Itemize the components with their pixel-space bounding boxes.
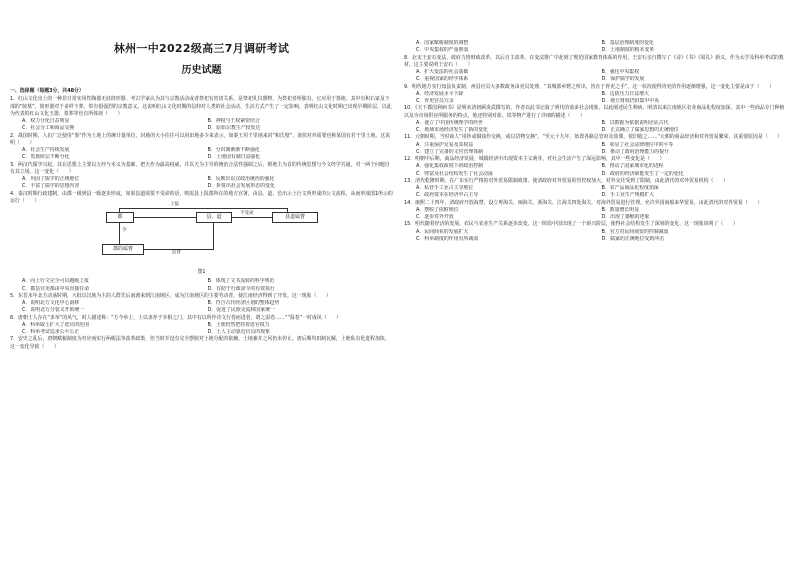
answer-option: C．胥吏官员冗余 [416,98,454,104]
answer-option: A．巩固了儒学的正统地位 [22,176,80,182]
answer-option: D．士人主动靠近官员的现象 [207,329,270,335]
answer-option: D．土地制度的根本变革 [601,47,655,54]
question-options [404,207,787,222]
answer-option: A．说明北方文化中心南移 [22,300,80,306]
answer-option: B．边防压力日益增大 [601,90,649,97]
question-stem: 9．明代地方实行知县负责制，州县官员大多数政务由吏员处理，“其城郭乡野之所出，皆在于胥吏之手”，这一状况使得胥吏的作用逐渐增强，这一变化主要是由于（ ） [404,83,775,90]
question-stem: 7．安史之乱后，唐朝赋税制度为对应而实行两税法等改革政策，但当时并没有完全摆脱对土地分配的依赖，土地兼并之风仍未停止。唐后期均田制瓦解，土地私有化进程加快，这一变化导致（ ） [10,336,390,350]
diagram-line-down [119,222,120,244]
question-options [404,91,787,106]
question-stem: 10．《天下郡国利病书》是明末清初顾炎武撰写的，作者以此书记叙了明代的诸多社会现象，以此阐述民生利病，明清以来江南地区农业商品化程度加深，其中一些商品专门种植以及为市场供应所服务的特点，他还特别对盐、铁等物产进行了详细的描述（ ） [404,105,785,119]
diagram-line-top-right [287,208,288,212]
answer-option: A．扩大变法的社会基础 [416,69,469,75]
answer-option: A．摆脱了依附地位 [416,206,459,213]
answer-option: A．向上行文完全可以越级上报 [22,278,89,285]
answer-option: A．民间商业的发展扩大 [416,228,469,235]
question-options [10,118,393,133]
answer-option: D．保护儒学的发展 [601,76,645,83]
figure-caption: 图1 [197,269,206,275]
answer-option: B．神权与王权紧密结合 [207,118,260,124]
question-stem: 13．清代乾隆时期，在广东实行严格的对外贸易限制政策，使清政府对外贸易的管控权加大，对外交往受到了限制，由此清代的对外贸易机构（ ） [404,177,729,184]
question-list-left-a [10,96,393,205]
answer-option: C．贵族阶层不断分化 [22,154,70,161]
answer-option: C．地域市场经济发生了新的变化 [416,127,488,133]
diagram-box-prefecture: 郡 [106,212,134,223]
question-stem: 3．两汉代儒学兴起，其在思想上主要以五经与本义为基础，把天作为最高权威，并以天为主导的统治合法性强调之后，则地主为首的传统思想与今文经学共通，对一两个问题自有其立场。这一变化（ ） [10,161,390,175]
diagram-label-report: 上报 [170,202,179,207]
answer-option: A．注重保护交易及其权益 [416,141,474,148]
answer-option: A．国家赋税制度的调整 [416,40,469,46]
answer-option: C．社会分工和商品交换 [22,125,75,132]
answer-option: D．推动了政府治理能力的提升 [601,148,669,155]
answer-option: D．有助于行政命令的有效执行 [207,285,275,292]
question-options [404,163,787,178]
answer-option: C．建立了完备的文官管理体制 [416,148,483,155]
answer-option: B．士族仍然把持着选官权力 [207,321,270,328]
answer-option: D．土地国有制日益强化 [207,154,261,161]
answer-option: C．中央集权的严重削弱 [416,47,469,54]
question-options [10,147,393,162]
answer-option: C．科举考试追求公平公正 [22,329,80,335]
question-stem: 12．明朝中后期，商品经济发展，城镇经济中出现资本主义萌芽，对社会生活产生了深远影响，其中一些变化是（ ） [404,156,665,162]
answer-option: B．农产品商品化程度加深 [601,185,659,191]
question-options [10,300,393,315]
answer-option: A．社会生产持续发展 [22,147,70,153]
answer-option: C．科举制度的作用有所减弱 [416,235,479,242]
answer-option: B．彰显了社会法律地位中的平等 [601,141,674,148]
question-stem: 2．战国时期，人们广泛使用“鉴”作为土地上的统计量单位，封地的大小往往可以用田地多少来表示，如秦王用千里地来封“和氏璧”，诸侯对外需要也称某国有若干里土地。这说明（ ） [10,132,391,146]
answer-option: D．政府的经济职能发生了一定的变化 [601,170,684,177]
answer-option: C．郡县官吏都由中央直接任命 [22,285,89,292]
question-stem: 4．秦汉时期行政建制，由郡一级到县一级逐步形成，如果县道需要不受命的话，则需县上报郡所在的地方官署，由县、道、邑出示上行文所形成的公文流程，从而形成图1所示的运行（ ） [10,190,393,204]
question-options [10,278,393,293]
diagram-box-county: 县、道 [196,212,232,223]
diagram-box-prefecture-office: 郡的属曹 [102,244,144,255]
diagram-line-mid-left [133,217,196,218]
answer-option: D．出现了萎缩的迹象 [601,214,650,220]
diagram-line-top-left [119,208,120,212]
answer-option: A．私营手工业占主导地位 [416,185,474,191]
question-stem: 14．康熙二十四年，清政府开放海禁，设立粤海关、闽海关、浙海关、江海关四处海关，对海外贸易进行管理，允许外国商船来华贸易，由此清代的对外贸易（ ） [404,199,763,206]
answer-option: A．强化集权政权下的政治控制 [416,163,483,170]
question-list-left-b [10,278,393,351]
diagram-label-oversee: 监督 [172,250,181,255]
answer-option: A．权力分化日益明显 [22,118,70,124]
question-options [404,120,787,135]
right-column [404,0,787,243]
question-stem: 11．元朝时期，当时商人“用钞或铜钱作交换，或以货物交换”。“至元十九年，始置各路总管府及盐课，依旧收之……”元朝的商品经济和对外贸易繁荣，其重要原因是（ ） [404,134,783,141]
answer-option: C．重视国家的经学体系 [416,76,469,83]
question-stem: 8．北宋王安石变法，政府力推财政改革，以后自主改革，在变法推广中起到了规范国家教育体系的作用。王安石亲自撰写了《诗》《书》《周礼》新义，作为太学及科举考试的教材。这主要说明王安石（ ） [404,54,784,68]
answer-option: B．以数据为依据说明论证古代 [601,119,669,126]
admin-flow-diagram [10,202,393,268]
answer-option: D．手工业生产规模扩大 [601,192,655,199]
answer-option: D．折射出社会发展形态的变化 [207,183,275,190]
answer-option: B．符合古代经济区划的整体趋势 [207,300,280,306]
answer-option: B．基层治理制度的变化 [601,40,654,46]
answer-option: B．数量增长明显 [601,206,640,213]
answer-option: C．逐步对外开放 [416,214,454,220]
question-stem: 5．东晋末年北方动荡时期，大批以汉族为主的人群先后南渡来到江南地区，成为江南地区的主要劳动者，使江南经济得到了开发。这一现象（ ） [10,292,332,299]
question-stem: 1．红山文化出土的一种非日常实用性陶器无底筒形器。考古学家认为其与宗教活动或者祭祀有密切关系，是祭祀礼仪器物，为祭祀者所独有。它应用于墓地，其中有积石冢及下部的“陵墓”，筒形器对于多样下葬，带有很强烈的宗教意义。这说明红山文化时期的信仰对人类的社会活动、生活方式产生了一定影响，表明红山文化时期已出现早期阶层，以此为代表的红山文化玉器、墓葬等也有所体现（ ） [10,96,392,117]
answer-option: D．正式确立了儒家思想的正统地位 [601,127,679,133]
answer-option: D．儒家的正统地位受到冲击 [601,235,664,242]
diagram-line-mid-right [231,217,272,218]
exam-title: 林州一中2022级高三7月调研考试 [113,42,290,55]
question-options [404,40,787,55]
answer-option: A．科举取士扩大了选官的范围 [22,321,89,328]
answer-option: D．地方财权仍旧集中中央 [601,98,660,104]
question-options [404,142,787,157]
answer-option: B．反映出东汉政治统治的强化 [207,176,275,182]
question-options [404,185,787,200]
diagram-label-order: 令 [122,228,127,233]
answer-option: B．强化中央集权 [601,69,640,75]
answer-option: A．使立了中国传统理学的经世 [416,119,483,126]
answer-option: D．促进了民族交流和国家统一 [207,307,275,314]
question-options [404,229,787,244]
answer-option: C．政府资本在经济中占主导 [416,192,479,199]
diagram-line-top [119,208,287,209]
question-options [404,69,787,84]
answer-option: B．推动了国家城市化的进程 [601,163,664,170]
section-heading: 一、选择题（每题3分，共48分） [10,88,84,94]
answer-option: C．说明北方分裂又开始统一 [22,307,85,314]
diagram-label-not-obey: 不受命 [240,211,254,216]
question-options [10,176,393,191]
answer-option: C．财富及社会结构发生了社会动荡 [416,170,493,177]
question-options [10,322,393,337]
question-stem: 6．唐朝士人存在“求举”的风气，时人描述称：“方今举士，士以求荐于宰相之门，其中有以所作诗文行卷而进者，谓之温卷……”“温卷”一时成风（ ） [10,314,342,321]
answer-option: B．官方对民间商贸的控制减弱 [601,228,669,235]
diagram-box-county-office: 县道属曹 [272,212,318,223]
answer-option: C．丰富了儒学的思想内容 [22,183,80,190]
exam-subtitle: 历史试题 [181,65,222,76]
answer-option: D．原始宗教生产较发达 [207,125,261,132]
answer-option: B．分封制渐渐不断强化 [207,147,260,153]
question-stem: 15．明代随着经济的发展，农民与农业生产关系逐步改变，这一阶段中国出现了一个新兴阶层，使得社会结构发生了深刻的变化，这一现象说明了（ ） [404,221,738,228]
answer-option: B．体现了文书流转的科学规范 [207,278,275,285]
left-column [10,0,393,351]
diagram-line-oversee-up [213,222,214,250]
question-list-right [404,40,787,243]
answer-option: A．经济发展水平下降 [416,90,464,97]
